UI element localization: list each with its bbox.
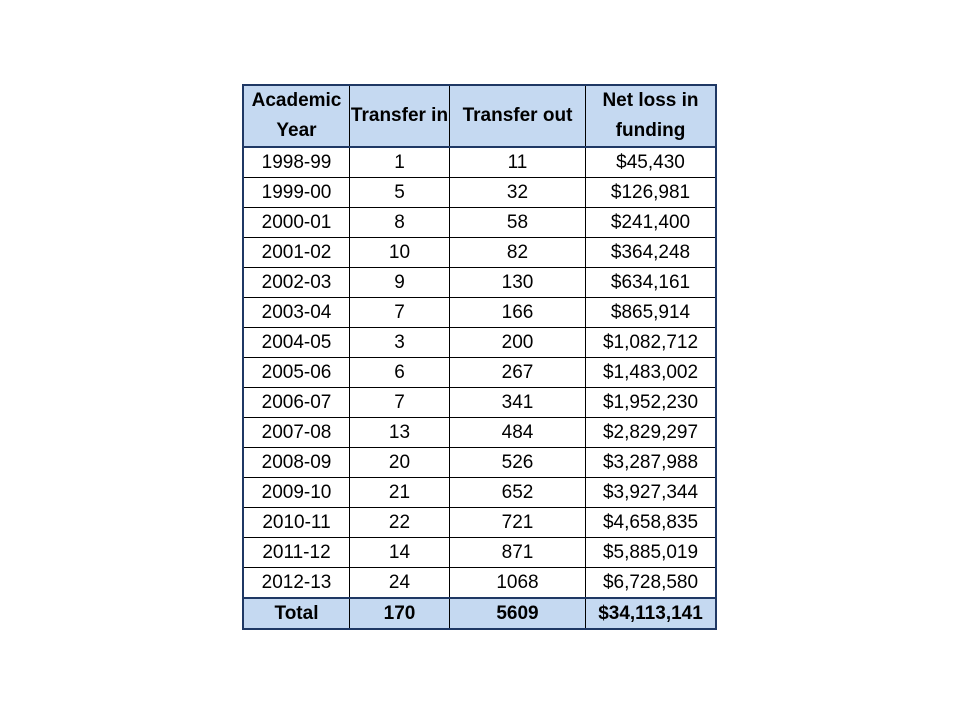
cell-transfer-in: 20 [350, 448, 450, 478]
header-transfer-out: Transfer out [450, 86, 586, 148]
table-row [244, 508, 716, 538]
table-row [244, 298, 716, 328]
cell-transfer-out: 484 [450, 418, 586, 448]
cell-academic-year: 2012-13 [244, 568, 350, 599]
cell-net-loss: $865,914 [586, 298, 716, 328]
header-academic-year: Academic Year [244, 86, 350, 148]
cell-academic-year: 2006-07 [244, 388, 350, 418]
table-row [244, 538, 716, 568]
cell-net-loss: $364,248 [586, 238, 716, 268]
cell-transfer-in: 24 [350, 568, 450, 599]
cell-academic-year: 2001-02 [244, 238, 350, 268]
cell-net-loss: $241,400 [586, 208, 716, 238]
cell-academic-year: 2010-11 [244, 508, 350, 538]
cell-net-loss: $45,430 [586, 147, 716, 178]
cell-transfer-out: 130 [450, 268, 586, 298]
cell-transfer-out: 1068 [450, 568, 586, 599]
cell-academic-year: 2008-09 [244, 448, 350, 478]
cell-net-loss: $6,728,580 [586, 568, 716, 599]
total-transfer-out: 5609 [450, 598, 586, 629]
table-row [244, 418, 716, 448]
table-body [244, 147, 716, 598]
table-total-row [244, 598, 716, 629]
cell-academic-year: 2002-03 [244, 268, 350, 298]
cell-transfer-in: 13 [350, 418, 450, 448]
cell-net-loss: $1,952,230 [586, 388, 716, 418]
cell-net-loss: $2,829,297 [586, 418, 716, 448]
table-row [244, 178, 716, 208]
total-transfer-in: 170 [350, 598, 450, 629]
table-row [244, 478, 716, 508]
cell-net-loss: $3,287,988 [586, 448, 716, 478]
table-row [244, 358, 716, 388]
cell-transfer-in: 7 [350, 388, 450, 418]
cell-net-loss: $5,885,019 [586, 538, 716, 568]
table-row [244, 208, 716, 238]
cell-transfer-out: 341 [450, 388, 586, 418]
table-row [244, 568, 716, 599]
cell-academic-year: 1998-99 [244, 147, 350, 178]
transfer-funding-table [243, 85, 716, 629]
cell-transfer-out: 652 [450, 478, 586, 508]
table-row [244, 448, 716, 478]
cell-academic-year: 2003-04 [244, 298, 350, 328]
cell-transfer-in: 8 [350, 208, 450, 238]
cell-transfer-in: 14 [350, 538, 450, 568]
cell-net-loss: $634,161 [586, 268, 716, 298]
cell-net-loss: $4,658,835 [586, 508, 716, 538]
cell-transfer-out: 32 [450, 178, 586, 208]
cell-academic-year: 2007-08 [244, 418, 350, 448]
total-label: Total [244, 598, 350, 629]
total-net-loss: $34,113,141 [586, 598, 716, 629]
cell-transfer-out: 11 [450, 147, 586, 178]
cell-transfer-in: 22 [350, 508, 450, 538]
cell-academic-year: 2005-06 [244, 358, 350, 388]
table-row [244, 328, 716, 358]
header-transfer-in: Transfer in [350, 86, 450, 148]
cell-net-loss: $1,082,712 [586, 328, 716, 358]
cell-transfer-out: 82 [450, 238, 586, 268]
cell-transfer-out: 58 [450, 208, 586, 238]
cell-transfer-in: 5 [350, 178, 450, 208]
cell-transfer-out: 267 [450, 358, 586, 388]
table-header-row [244, 86, 716, 148]
cell-net-loss: $1,483,002 [586, 358, 716, 388]
cell-transfer-in: 6 [350, 358, 450, 388]
cell-transfer-out: 721 [450, 508, 586, 538]
table-row [244, 147, 716, 178]
cell-transfer-out: 166 [450, 298, 586, 328]
cell-academic-year: 2000-01 [244, 208, 350, 238]
cell-transfer-in: 21 [350, 478, 450, 508]
cell-transfer-in: 3 [350, 328, 450, 358]
cell-net-loss: $3,927,344 [586, 478, 716, 508]
header-net-loss: Net loss in funding [586, 86, 716, 148]
cell-academic-year: 1999-00 [244, 178, 350, 208]
cell-transfer-out: 526 [450, 448, 586, 478]
table-row [244, 268, 716, 298]
cell-academic-year: 2011-12 [244, 538, 350, 568]
cell-transfer-in: 9 [350, 268, 450, 298]
cell-transfer-out: 200 [450, 328, 586, 358]
cell-academic-year: 2009-10 [244, 478, 350, 508]
cell-academic-year: 2004-05 [244, 328, 350, 358]
cell-transfer-in: 7 [350, 298, 450, 328]
table-row [244, 238, 716, 268]
cell-transfer-out: 871 [450, 538, 586, 568]
cell-net-loss: $126,981 [586, 178, 716, 208]
cell-transfer-in: 1 [350, 147, 450, 178]
cell-transfer-in: 10 [350, 238, 450, 268]
table-row [244, 388, 716, 418]
